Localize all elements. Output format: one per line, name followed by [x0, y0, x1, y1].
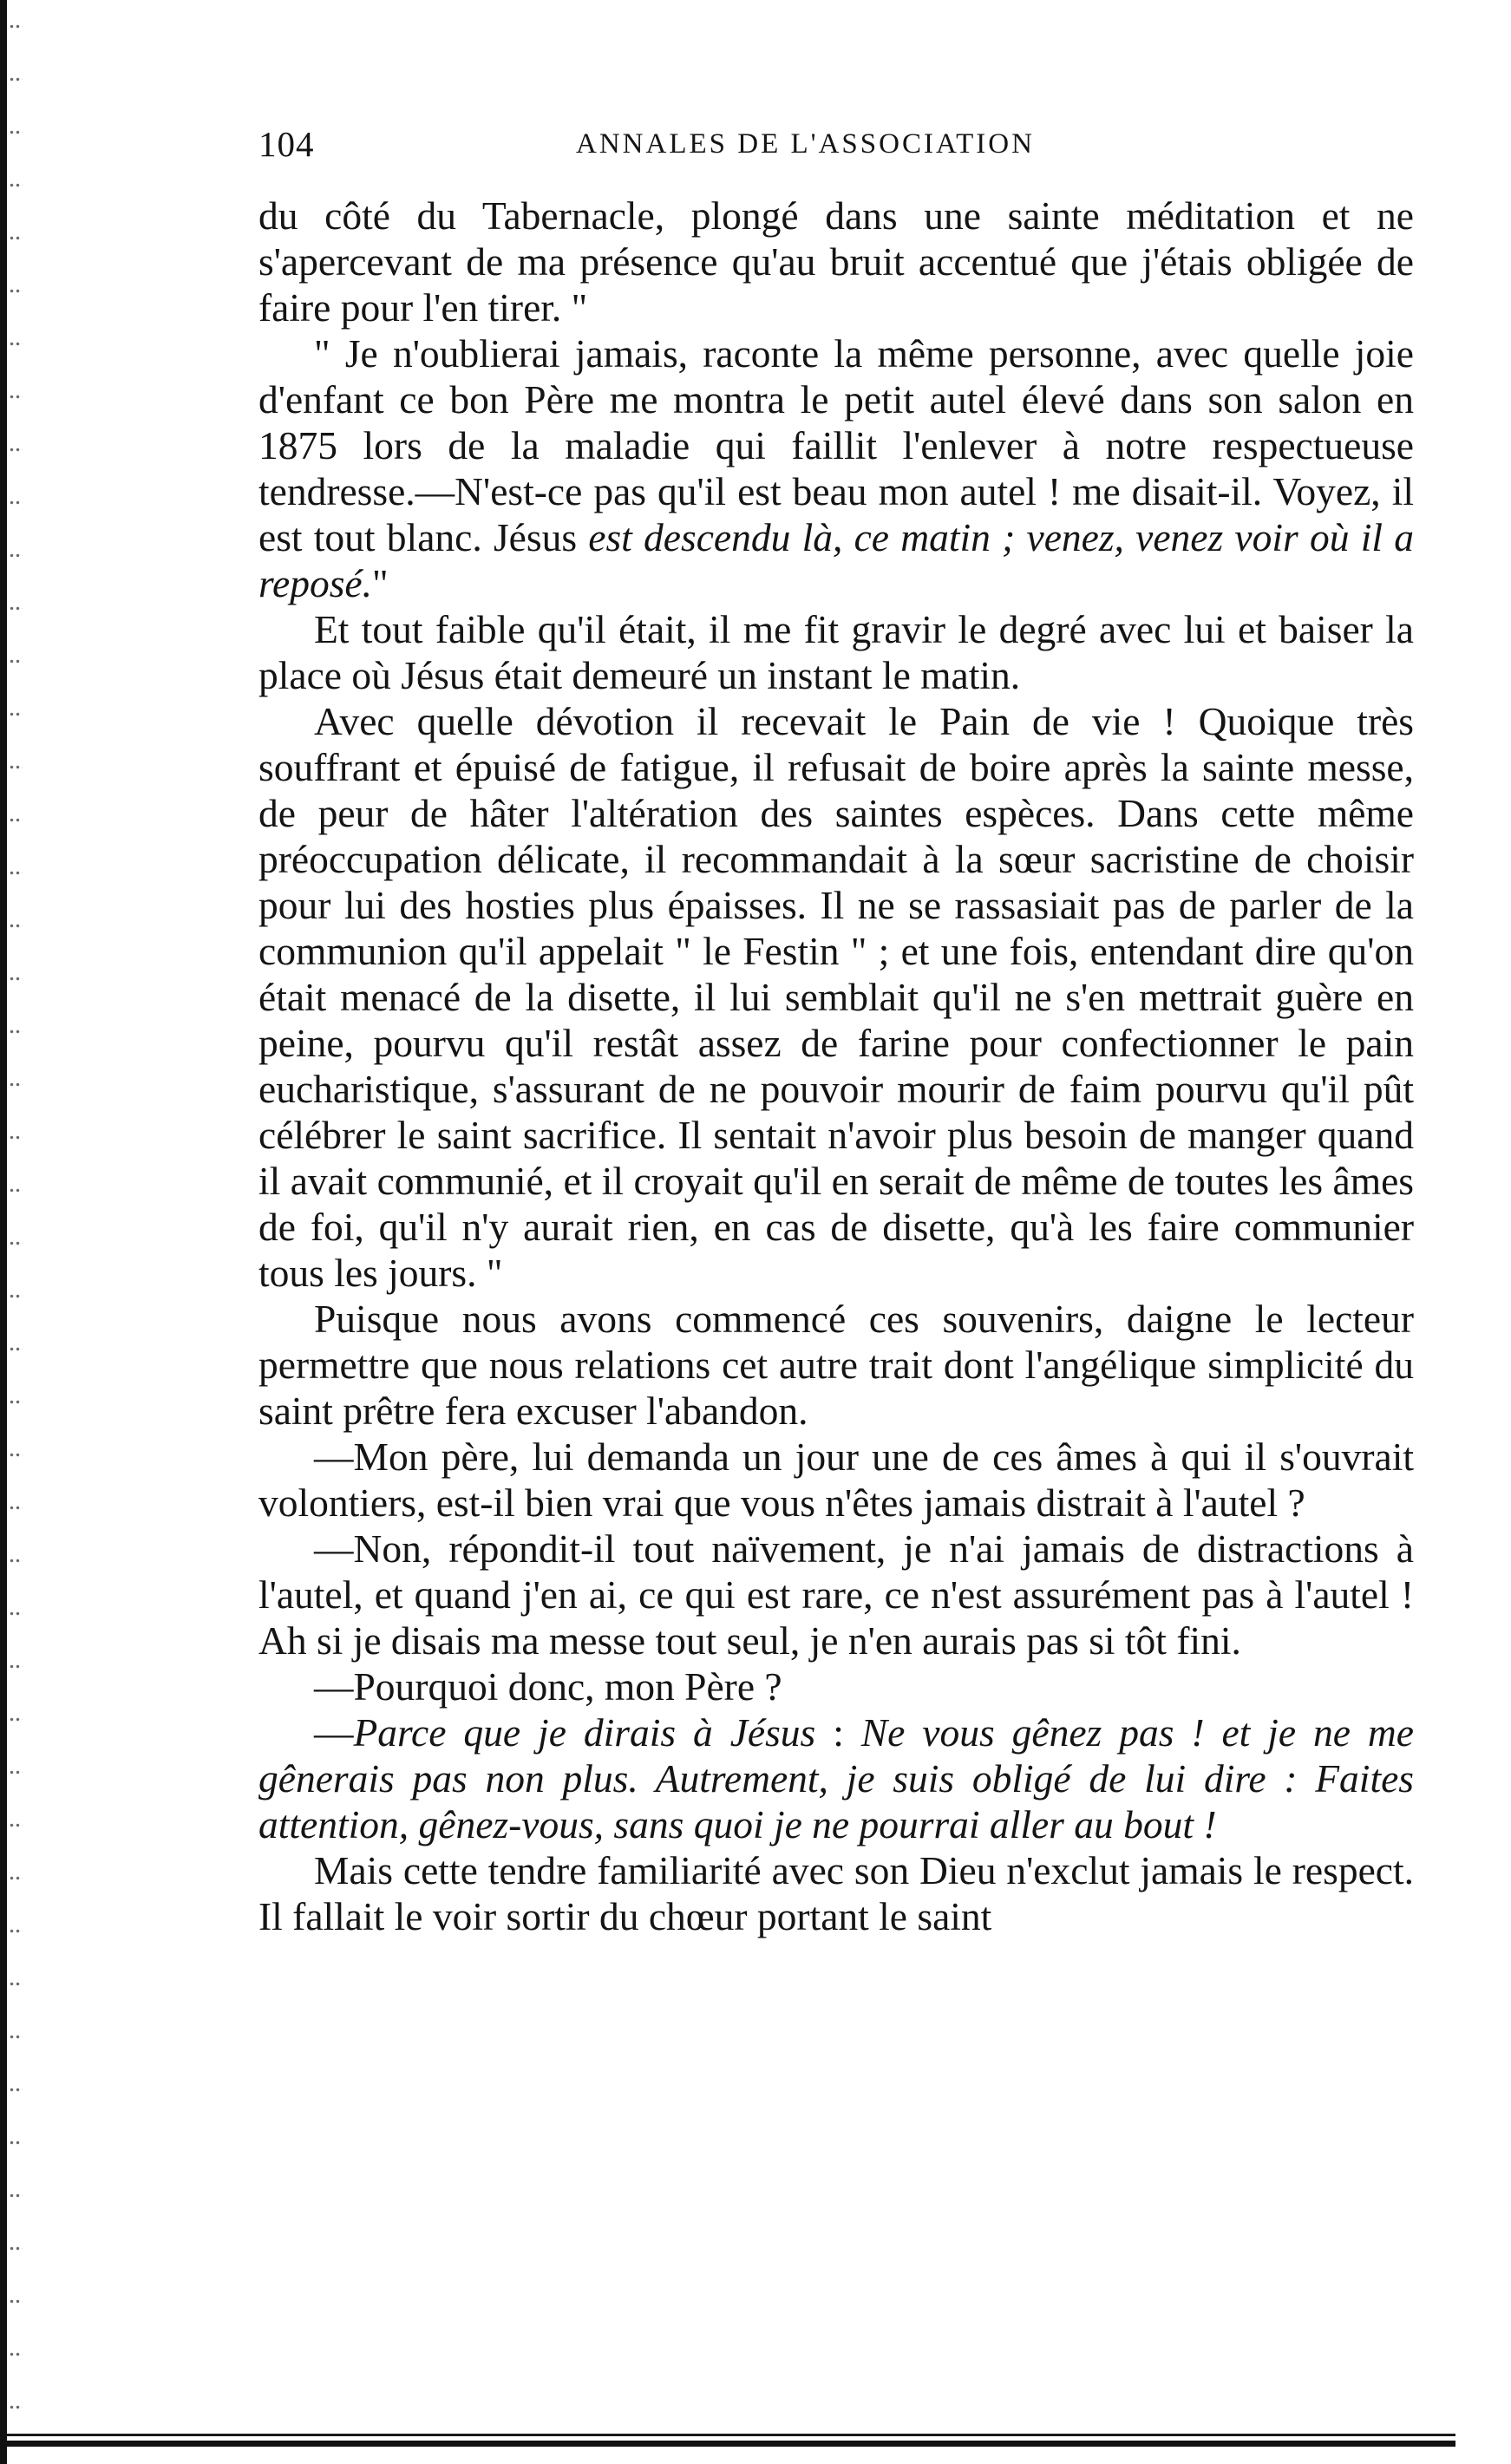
running-head: ANNALES DE L'ASSOCIATION	[576, 128, 1035, 160]
text-run: —Mon père, lui demanda un jour une de ces âmes à qui il s'ouvrait volontiers, est-il bien vrai que vous n'êtes jamais distrait à l'autel ?	[258, 1435, 1414, 1525]
text-run: "	[372, 561, 389, 605]
paragraph	[258, 1709, 1414, 1847]
italic-text-run: Parce que je dirais à Jésus	[353, 1710, 816, 1755]
page-number: 104	[258, 124, 315, 164]
scan-edge-shadow	[0, 0, 7, 2464]
text-run: Mais cette tendre familiarité avec son Dieu n'exclut jamais le respect. Il fallait le voir sortir du chœur portant le saint	[258, 1848, 1414, 1938]
paragraph	[258, 1663, 1414, 1709]
paragraph	[258, 1847, 1414, 1939]
text-run: " Je n'oublierai jamais, raconte la même personne, avec quelle joie d'enfant ce bon Père me montra le petit autel élevé dans son salon en 1875 lors de la maladie qui faillit l'enlever à notre respectueuse tendresse.—N'est-ce pas qu'il est beau mon autel ! me disait-il. Voyez, il est tout blanc. Jésus	[258, 331, 1414, 559]
italic-text-run: est descendu là, ce matin ; venez, venez voir où il a reposé.	[258, 515, 1414, 605]
page-bottom-border	[7, 2441, 1455, 2447]
page-bottom-rule	[7, 2434, 1455, 2436]
paragraph	[258, 330, 1414, 606]
text-run: Et tout faible qu'il était, il me fit gravir le degré avec lui et baiser la place où Jésus était demeuré un instant le matin.	[258, 607, 1414, 697]
body-text	[258, 193, 1414, 1939]
text-run: :	[815, 1710, 861, 1755]
paragraph	[258, 606, 1414, 698]
paragraph	[258, 1434, 1414, 1526]
text-run: Puisque nous avons commencé ces souvenirs, daigne le lecteur permettre que nous relations cet autre trait dont l'angélique simplicité du saint prêtre fera excuser l'abandon.	[258, 1297, 1414, 1433]
scan-edge-specks	[9, 0, 23, 2420]
italic-text-run: Ne vous gênez pas ! et je ne me gênerais pas non plus. Autrement, je suis obligé de lui dire : Faites attention, gênez-vous, sans quoi je ne pourrai aller au bout !	[258, 1710, 1414, 1846]
paragraph	[258, 1526, 1414, 1663]
text-run: —	[314, 1710, 354, 1755]
text-run: —Non, répondit-il tout naïvement, je n'ai jamais de distractions à l'autel, et quand j'en ai, ce qui est rare, ce n'est assurément pas à l'autel ! Ah si je disais ma messe tout seul, je n'en aurais pas si tôt fini.	[258, 1526, 1414, 1663]
paragraph	[258, 1296, 1414, 1434]
text-run: Avec quelle dévotion il recevait le Pain de vie ! Quoique très souffrant et épuisé de fatigue, il refusait de boire après la sainte messe, de peur de hâter l'altération des saintes espèces. Dans cette même préoccupation délicate, il recommandait à la sœur sacristine de choisir pour lui des hosties plus épaisses. Il ne se rassasiait pas de parler de la communion qu'il appelait " le Festin " ; et une fois, entendant dire qu'on était menacé de la disette, il lui semblait qu'il ne s'en mettrait guère en peine, pourvu qu'il restât assez de farine pour confectionner le pain eucharistique, s'assurant de ne pouvoir mourir de faim pourvu qu'il pût célébrer le saint sacrifice. Il sentait n'avoir plus besoin de manger quand il avait communié, et il croyait qu'il en serait de même de toutes les âmes de foi, qu'il n'y aurait rien, en cas de disette, qu'à les faire communier tous les jours. "	[258, 699, 1414, 1295]
text-run: du côté du Tabernacle, plongé dans une sainte méditation et ne s'apercevant de ma présence qu'au bruit accentué que j'étais obligée de faire pour l'en tirer. "	[258, 193, 1414, 330]
paragraph	[258, 698, 1414, 1296]
paragraph	[258, 193, 1414, 330]
text-run: —Pourquoi donc, mon Père ?	[314, 1664, 782, 1709]
